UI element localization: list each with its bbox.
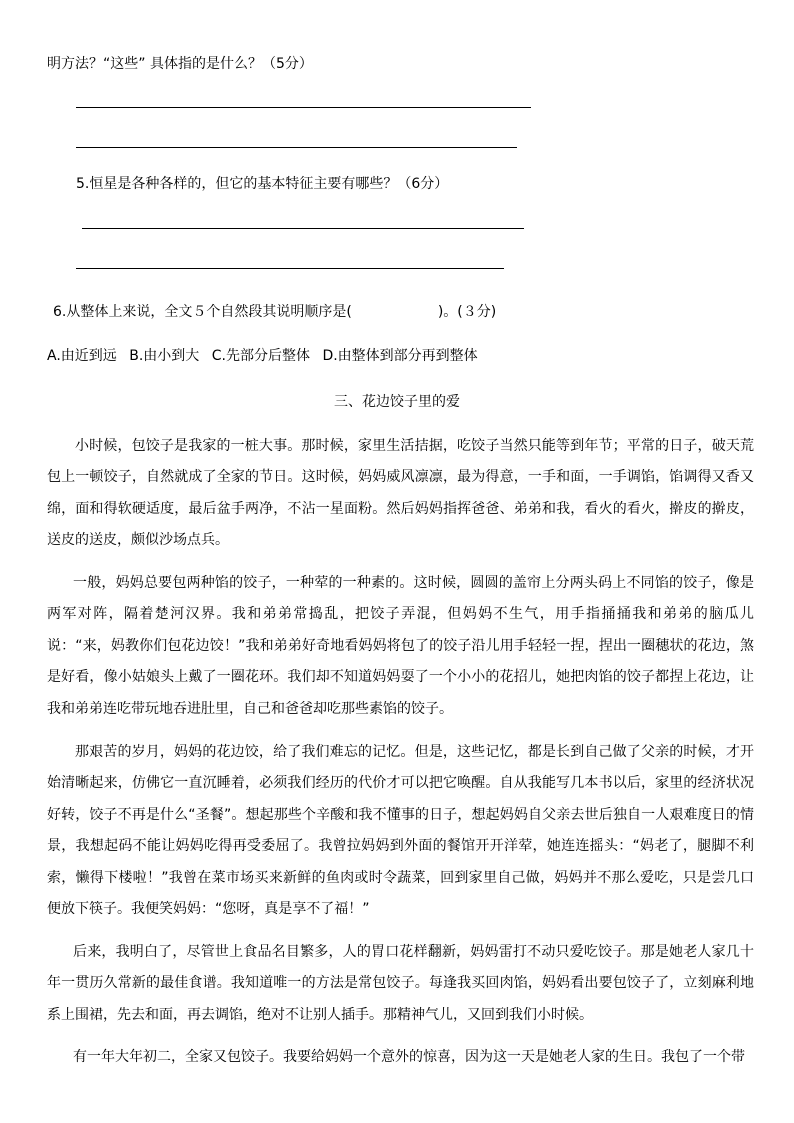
answer-line-2[interactable] — [76, 147, 517, 148]
option-b[interactable]: B.由小到大 — [129, 348, 200, 364]
option-c[interactable]: C.先部分后整体 — [211, 348, 310, 364]
answer-line-1[interactable] — [76, 107, 531, 108]
paragraph-3: 那艰苦的岁月，妈妈的花边饺，给了我们难忘的记忆。但是，这些记忆，都是长到自己做了父亲的时候，才开始清晰起来，仿佛它一直沉睡着，必须我们经历的代价才可以把它唤醒。自从我能写几本书以后，家里的经济状况好转，饺子不再是什么“圣餐”。想起那些个辛酸和我不懂事的日子，想起妈妈自父亲去世后独自一人艰难度日的情景，我想起码不能让妈妈吃得再受委屈了。我曾拉妈妈到外面的餐馆开开洋荤，她连连摇头：“妈老了，腿脚不利索，懒得下楼啦！”我曾在菜市场买来新鲜的鱼肉或时令蔬菜，回到家里自己做，妈妈并不那么爱吃，只是尝几口便放下筷子。我便笑妈妈：“您呀，真是享不了福！” — [47, 744, 754, 918]
answer-line-4[interactable] — [76, 268, 504, 269]
question-6 — [53, 302, 496, 322]
question-6-suffix: )。(３分) — [437, 304, 497, 320]
paragraph-2: 一般，妈妈总要包两种馅的饺子，一种荤的一种素的。这时候，圆圆的盖帘上分两头码上不同馅的饺子，像是两军对阵，隔着楚河汉界。我和弟弟常捣乱，把饺子弄混，但妈妈不生气，用手指捅捅我和弟弟的脑瓜儿说：“来，妈教你们包花边饺！”我和弟弟好奇地看妈妈将包了的饺子沿儿用手轻轻一捏，捏出一圈穗状的花边，煞是好看，像小姑娘头上戴了一圈花环。我们却不知道妈妈耍了一个小小的花招儿，她把肉馅的饺子都捏上花边，让我和弟弟连吃带玩地吞进肚里，自己和爸爸却吃那些素馅的饺子。 — [47, 575, 754, 717]
paragraph-1: 小时候，包饺子是我家的一桩大事。那时候，家里生活拮据，吃饺子当然只能等到年节；平常的日子，破天荒包上一顿饺子，自然就成了全家的节日。这时候，妈妈威风凛凛，最为得意，一手和面，一手调馅，馅调得又香又绵，面和得软硬适度，最后盆手两净，不沾一星面粉。然后妈妈指挥爸爸、弟弟和我，看火的看火，擀皮的擀皮，送皮的送皮，颇似沙场点兵。 — [47, 438, 754, 549]
question-4-continuation: 明方法？“这些” 具体指的是什么？（5分） — [47, 56, 313, 72]
options-row — [47, 346, 486, 366]
answer-line-3[interactable] — [82, 228, 524, 229]
question-5: 5.恒星是各种各样的，但它的基本特征主要有哪些？（6分） — [76, 176, 449, 192]
question-6-prefix: 6.从整体上来说，全文５个自然段其说明顺序是( — [53, 304, 352, 320]
paragraph-5: 有一年大年初二，全家又包饺子。我要给妈妈一个意外的惊喜，因为这一天是她老人家的生日。我包了一个带 — [73, 1049, 745, 1065]
paragraph-4: 后来，我明白了，尽管世上食品名目繁多，人的胃口花样翻新，妈妈雷打不动只爱吃饺子。那是她老人家几十年一贯历久常新的最佳食谱。我知道唯一的方法是常包饺子。每逢我买回肉馅，妈妈看出要包饺子了，立刻麻利地系上围裙，先去和面，再去调馅，绝对不让别人插手。那精神气儿，又回到我们小时候。 — [47, 944, 754, 1023]
option-d[interactable]: D.由整体到部分再到整体 — [322, 348, 478, 364]
section-title: 三、花边饺子里的爱 — [334, 394, 460, 410]
option-a[interactable]: A.由近到远 — [47, 348, 117, 364]
